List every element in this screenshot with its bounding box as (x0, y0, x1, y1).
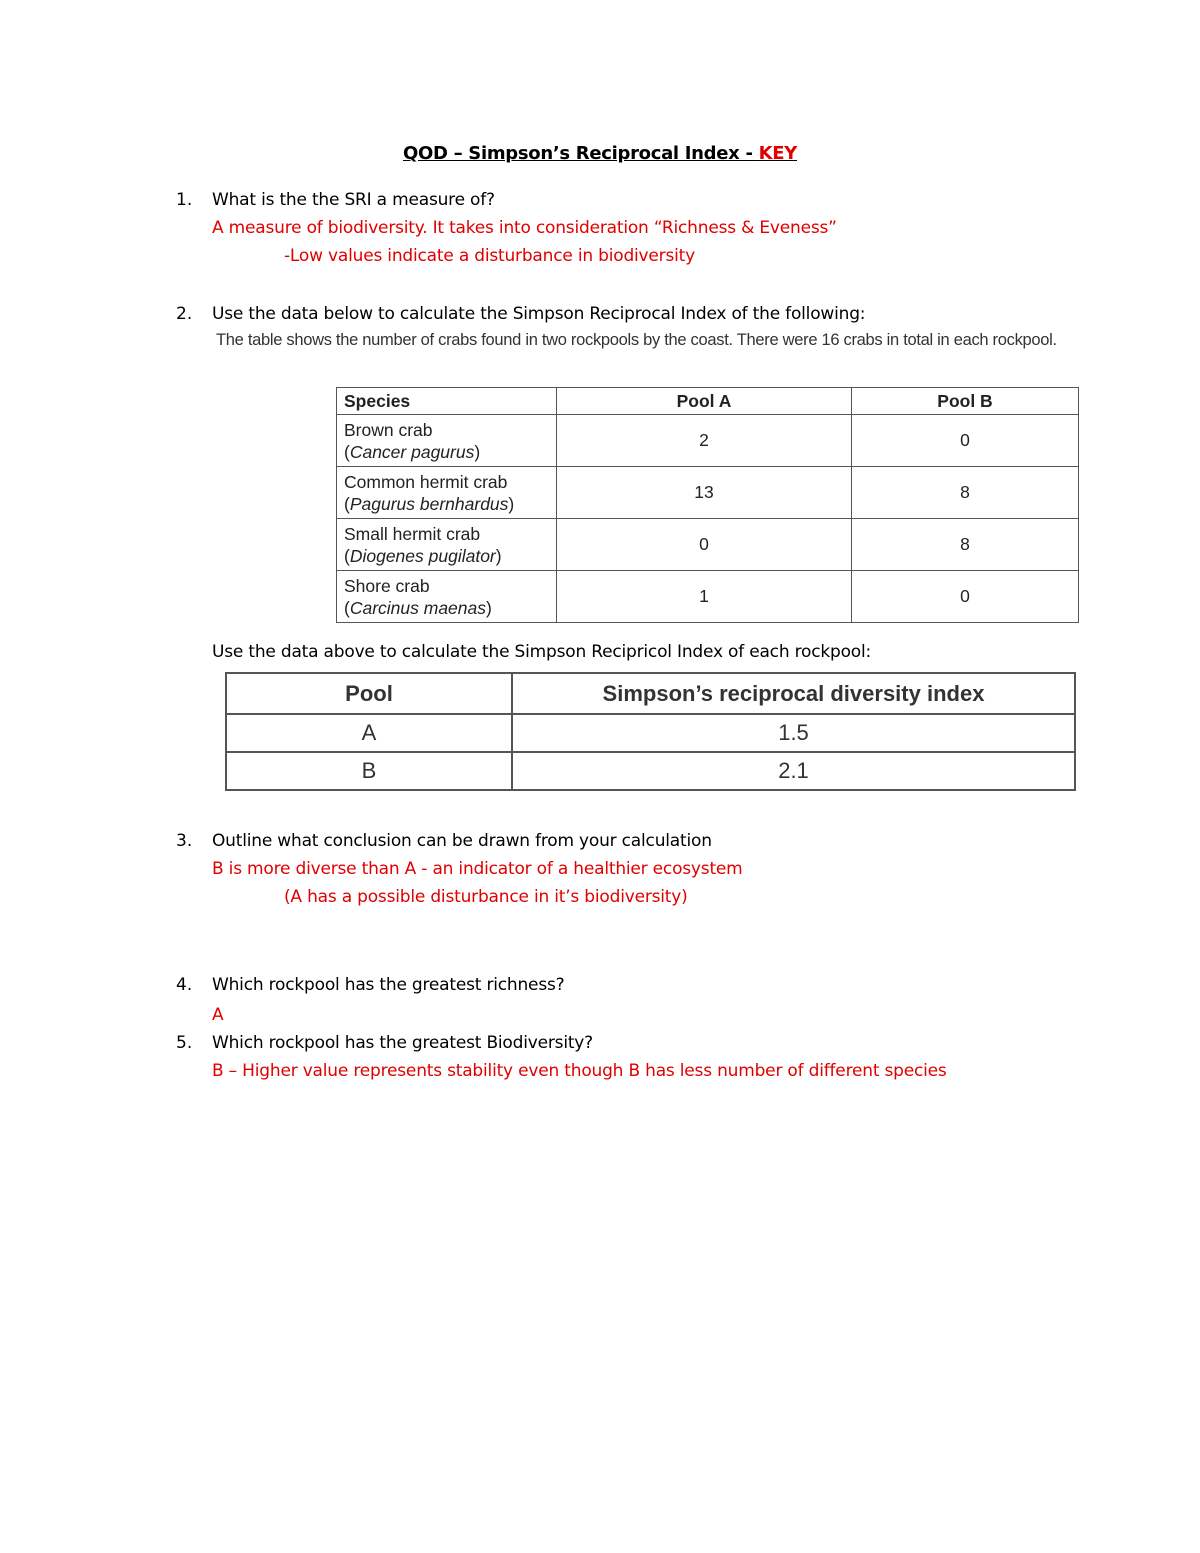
q2-intro: The table shows the number of crabs found in two rockpools by the coast. There were 16 crabs in total in each rockpool. (216, 331, 1057, 349)
header-pool-a: Pool A (557, 388, 852, 415)
pool-b-count: 0 (852, 415, 1079, 467)
q5-question: Which rockpool has the greatest Biodiversity? (212, 1033, 593, 1053)
index-value: 2.1 (512, 752, 1075, 790)
index-table (225, 672, 1076, 791)
table-row (337, 519, 1079, 571)
pool-label: A (226, 714, 512, 752)
pool-a-count: 2 (557, 415, 852, 467)
species-name: Brown crab (344, 419, 433, 440)
header-index: Simpson’s reciprocal diversity index (512, 673, 1075, 714)
crab-table-header-row (337, 388, 1079, 415)
species-latin: Diogenes pugilator (349, 545, 496, 566)
header-species: Species (337, 388, 557, 415)
species-name: Shore crab (344, 575, 430, 596)
species-cell: Small hermit crab (Diogenes pugilator) (337, 519, 557, 571)
pool-b-count: 8 (852, 467, 1079, 519)
q3-answer-line2: (A has a possible disturbance in it’s biodiversity) (284, 887, 688, 907)
calc-instruction: Use the data above to calculate the Simpson Recipricol Index of each rockpool: (212, 642, 872, 662)
q5-answer: B – Higher value represents stability even though B has less number of different species (212, 1061, 947, 1081)
species-cell: Shore crab (Carcinus maenas) (337, 571, 557, 623)
pool-label: B (226, 752, 512, 790)
title-main: QOD – Simpson’s Reciprocal Index - (403, 143, 759, 164)
species-cell: Brown crab (Cancer pagurus) (337, 415, 557, 467)
table-row (226, 714, 1075, 752)
q2-question: Use the data below to calculate the Simpson Reciprocal Index of the following: (212, 304, 866, 324)
table-row (337, 571, 1079, 623)
pool-b-count: 0 (852, 571, 1079, 623)
q4-answer: A (212, 1005, 224, 1025)
q4-question: Which rockpool has the greatest richness? (212, 975, 565, 995)
q1-answer-line2: -Low values indicate a disturbance in biodiversity (284, 246, 695, 266)
pool-b-count: 8 (852, 519, 1079, 571)
header-pool-b: Pool B (852, 388, 1079, 415)
q1-number: 1. (176, 190, 193, 210)
pool-a-count: 13 (557, 467, 852, 519)
species-cell: Common hermit crab (Pagurus bernhardus) (337, 467, 557, 519)
species-name: Small hermit crab (344, 523, 481, 544)
index-table-header-row (226, 673, 1075, 714)
q5-number: 5. (176, 1033, 193, 1053)
species-name: Common hermit crab (344, 471, 508, 492)
header-pool: Pool (226, 673, 512, 714)
q3-answer-line1: B is more diverse than A - an indicator of a healthier ecosystem (212, 859, 743, 879)
title-key: KEY (758, 143, 797, 164)
pool-a-count: 0 (557, 519, 852, 571)
q1-question: What is the the SRI a measure of? (212, 190, 495, 210)
table-row (337, 467, 1079, 519)
q1-answer-line1: A measure of biodiversity. It takes into consideration “Richness & Eveness” (212, 218, 837, 238)
q2-number: 2. (176, 304, 193, 324)
table-row (337, 415, 1079, 467)
q3-question: Outline what conclusion can be drawn from your calculation (212, 831, 712, 851)
crab-count-table (336, 387, 1079, 623)
index-value: 1.5 (512, 714, 1075, 752)
q3-number: 3. (176, 831, 193, 851)
species-latin: Cancer pagurus (349, 441, 475, 462)
species-latin: Pagurus bernhardus (349, 493, 509, 514)
q4-number: 4. (176, 975, 193, 995)
species-latin: Carcinus maenas (349, 597, 486, 618)
pool-a-count: 1 (557, 571, 852, 623)
table-row (226, 752, 1075, 790)
page-title (0, 143, 1200, 164)
